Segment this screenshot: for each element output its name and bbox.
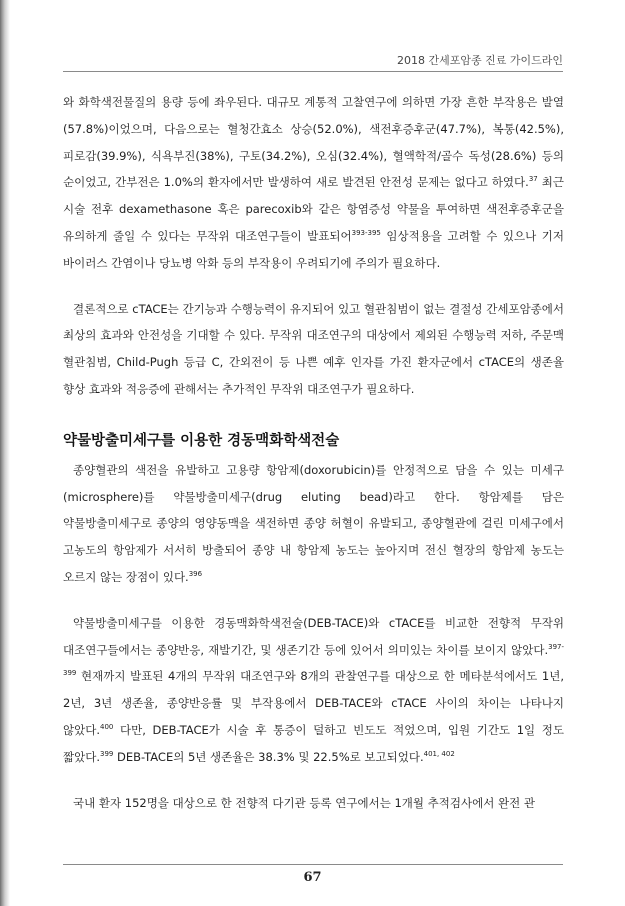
citation-ref: 393-395 — [351, 228, 381, 237]
paragraph-deb-comparison — [63, 610, 564, 771]
paragraph-deb-definition — [63, 457, 564, 591]
paragraph-conclusion: 결론적으로 cTACE는 간기능과 수행능력이 유지되어 있고 혈관침범이 없는 결절성 간세포암종에서 최상의 효과와 안전성을 기대할 수 있다. 무작위 대조연구의 대상에서 제외된 수행능력 저하, 주문맥 혈관침범, Child-Pugh 등급 C, 간외전이 등 나쁜 예후 인자를 가진 환자군에서 cTACE의 생존율 향상 효과와 적응증에 관해서는 추가적인 무작위 대조연구가 필요하다. — [63, 301, 564, 396]
section-heading: 약물방출미세구를 이용한 경동맥화학색전술 — [63, 432, 340, 449]
section-heading-wrap — [63, 427, 564, 457]
footer-divider — [63, 864, 563, 865]
page-body — [63, 89, 564, 816]
paragraph-text: 약물방출미세구를 이용한 경동맥화학색전술(DEB-TACE)와 cTACE를 비교한 전향적 무작위 대조연구들에서는 종양반응, 재발기간, 및 생존기간 등에 있어서 의미있는 차이를 보이지 않았다. — [63, 615, 564, 657]
page-number: 67 — [303, 870, 322, 885]
paragraph-text: 현재까지 발표된 4개의 무작위 대조연구와 8개의 관찰연구를 대상으로 한 메타분석에서도 1년, 2년, 3년 생존율, 종양반응률 및 부작용에서 DEB-TACE와 cTACE 사이의 차이는 나타나지 않았다. — [63, 669, 564, 737]
paragraph-gap — [63, 277, 564, 296]
citation-ref: 397-399 — [63, 642, 564, 678]
paragraph-gap — [63, 591, 564, 610]
citation-ref: 396 — [188, 569, 203, 578]
paragraph-text: 와 화학색전물질의 용량 등에 좌우된다. 대규모 계통적 고찰연구에 의하면 가장 흔한 부작용은 발열(57.8%)이었으며, 다음으로는 혈청간효소 상승(52.0%), 색전후증후군(47.7%), 복통(42.5%), 피로감(39.9%), 식욕부진(38%), 구토(34.2%), 오심(32.4%), 혈액학적/골수 독성(28.6%) 등의 순이었고, 간부전은 1.0%의 환자에서만 발생하여 새로 발견된 안전성 문제는 없다고 하였다. — [63, 95, 564, 190]
citation-ref: 400 — [99, 722, 114, 731]
citation-ref: 37 — [528, 175, 538, 184]
paragraph-gap — [63, 771, 564, 790]
paragraph-korean-registry: 국내 환자 152명을 대상으로 한 전향적 다기관 등록 연구에서는 1개월 추적검사에서 완전 관 — [73, 795, 535, 810]
header-divider — [63, 71, 563, 72]
paragraph-text: 종양혈관의 색전을 유발하고 고용량 항암제(doxorubicin)를 안정적으로 담을 수 있는 미세구(microsphere)를 약물방출미세구(drug eluting bead)라고 한다. 항암제를 담은 약물방출미세구로 종양의 영양동맥을 색전하면 종양 허혈이 유발되고, 종양혈관에 걸린 미세구에서 고농도의 항암제가 서서히 방출되어 종양 내 항암제 농도는 높아지며 전신 혈장의 항암제 농도는 오르지 않는 장점이 있다. — [63, 462, 564, 584]
paragraph-text: DEB-TACE의 5년 생존율은 38.3% 및 22.5%로 보고되었다. — [113, 749, 424, 764]
running-header-title: 2018 간세포암종 진료 가이드라인 — [397, 54, 563, 67]
paragraph-gap — [63, 403, 564, 427]
citation-ref: 399 — [99, 749, 114, 758]
page-binding-shadow — [0, 0, 10, 906]
paragraph-adverse-events — [63, 89, 564, 277]
paragraph-text: 최근 시술 전후 dexamethasone 혹은 parecoxib와 같은 항염증성 약물을 투여하면 색전후증후군을 유의하게 줄일 수 있다는 무작위 대조연구들이 발표되어 — [63, 175, 564, 243]
paragraph-text: 임상적용을 고려할 수 있으나 기저 바이러스 간염이나 당뇨병 악화 등의 부작용이 우려되기에 주의가 필요하다. — [63, 228, 564, 270]
paragraph-text: 다만, DEB-TACE가 시술 후 통증이 덜하고 빈도도 적었으며, 입원 기간도 1일 정도 짧았다. — [63, 722, 564, 764]
citation-ref: 401, 402 — [423, 749, 455, 758]
